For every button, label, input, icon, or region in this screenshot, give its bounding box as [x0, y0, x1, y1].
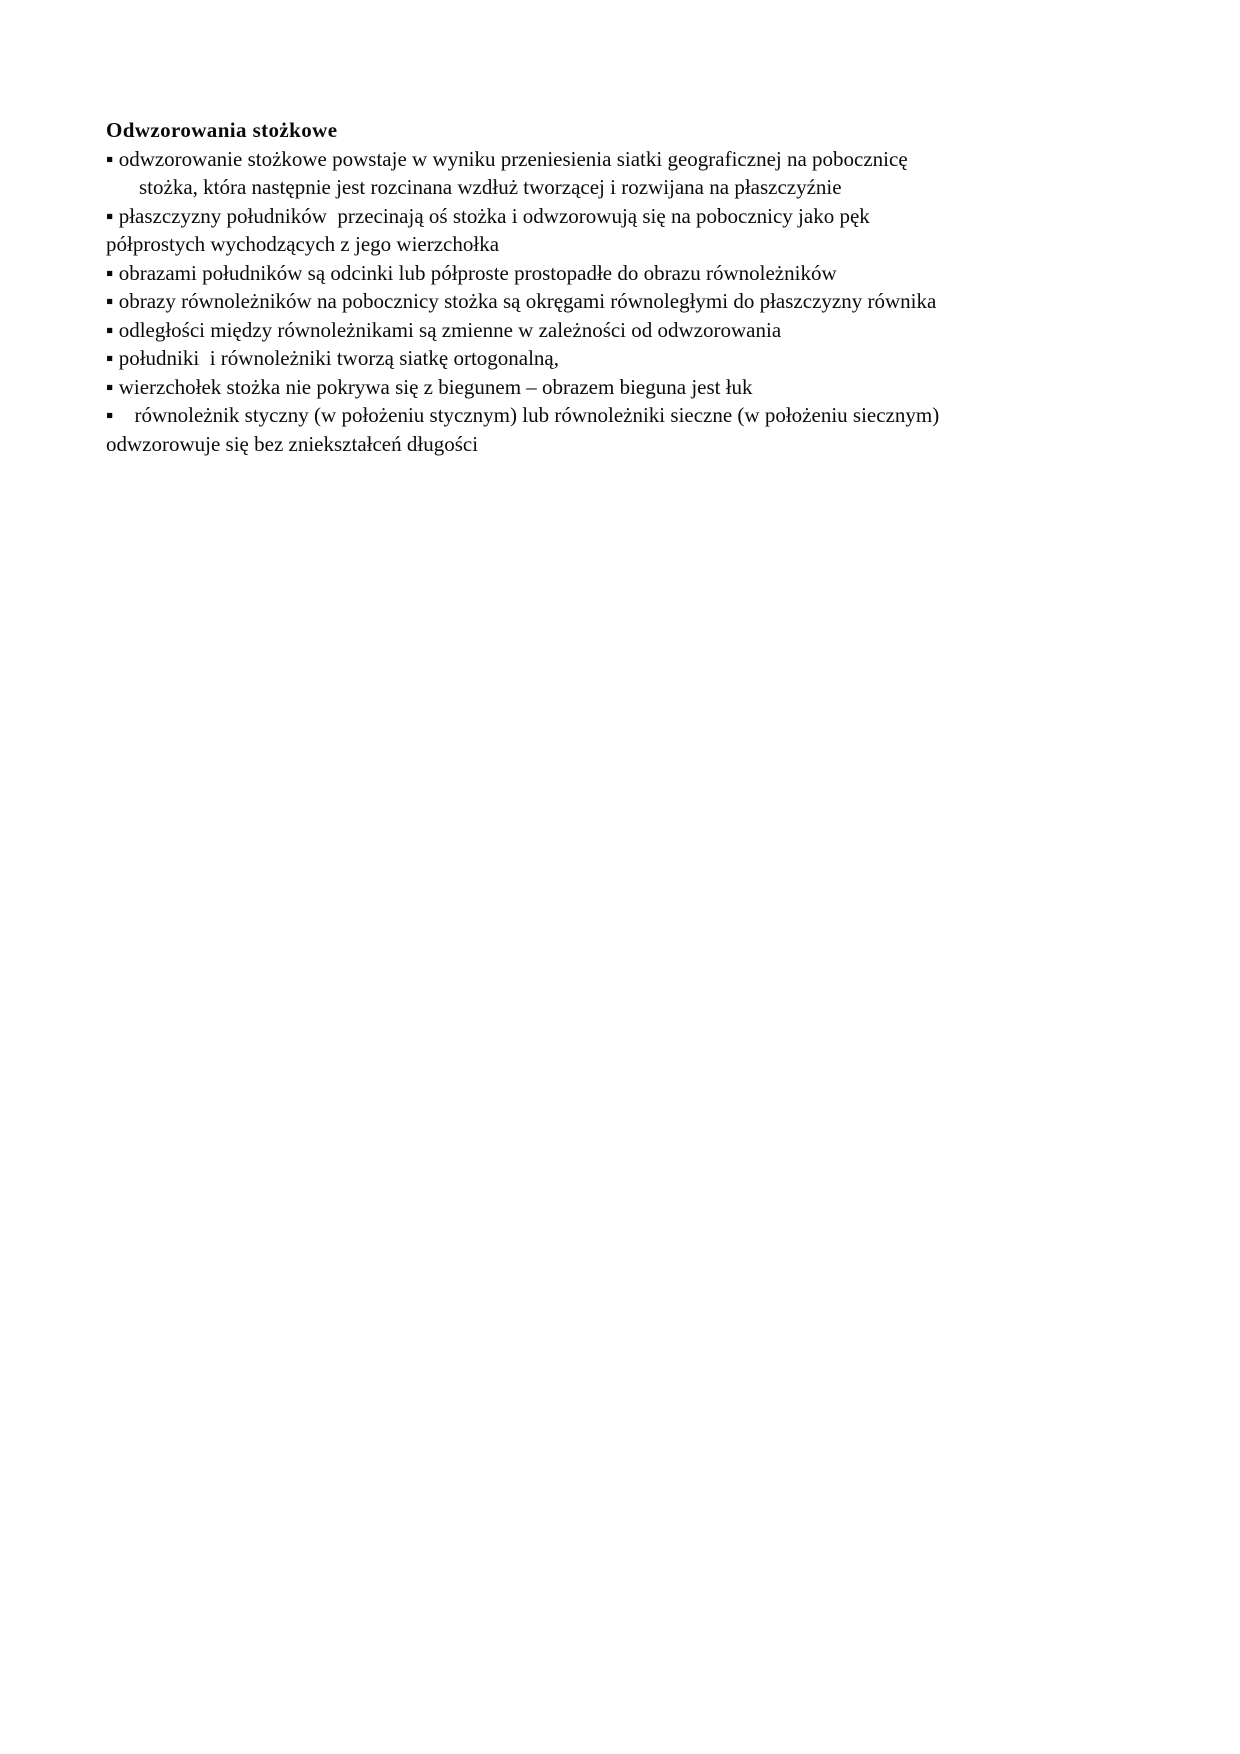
bullet-line: ▪ odwzorowanie stożkowe powstaje w wyniku przeniesienia siatki geograficznej na pobocznicę	[106, 146, 908, 171]
bullet-line: ▪ wierzchołek stożka nie pokrywa się z biegunem – obrazem bieguna jest łuk	[106, 374, 753, 399]
continuation-line: półprostych wychodzących z jego wierzchołka	[106, 232, 500, 256]
bullet-line: ▪ południki i równoleżniki tworzą siatkę ortogonalną,	[106, 346, 560, 370]
bullet-line: ▪ płaszczyzny południków przecinają oś stożka i odwzorowują się na pobocznicy jako pęk	[106, 203, 870, 228]
bullet-line: ▪ odległości między równoleżnikami są zmienne w zależności od odwzorowania	[106, 317, 782, 342]
continuation-line: odwzorowuje się bez zniekształceń długości	[106, 431, 479, 456]
bullet-line: ▪ równoleżnik styczny (w położeniu stycznym) lub równoleżniki sieczne (w położeniu siecznym)	[106, 403, 940, 427]
document-title: Odwzorowania stożkowe	[106, 118, 338, 142]
bullet-line: ▪ obrazy równoleżników na pobocznicy stożka są okręgami równoległymi do płaszczyzny równika	[106, 289, 937, 313]
bullet-line: ▪ obrazami południków są odcinki lub półproste prostopadłe do obrazu równoleżników	[106, 260, 837, 285]
document-content	[106, 116, 1166, 458]
continuation-line: stożka, która następnie jest rozcinana wzdłuż tworzącej i rozwijana na płaszczyźnie	[139, 175, 842, 199]
